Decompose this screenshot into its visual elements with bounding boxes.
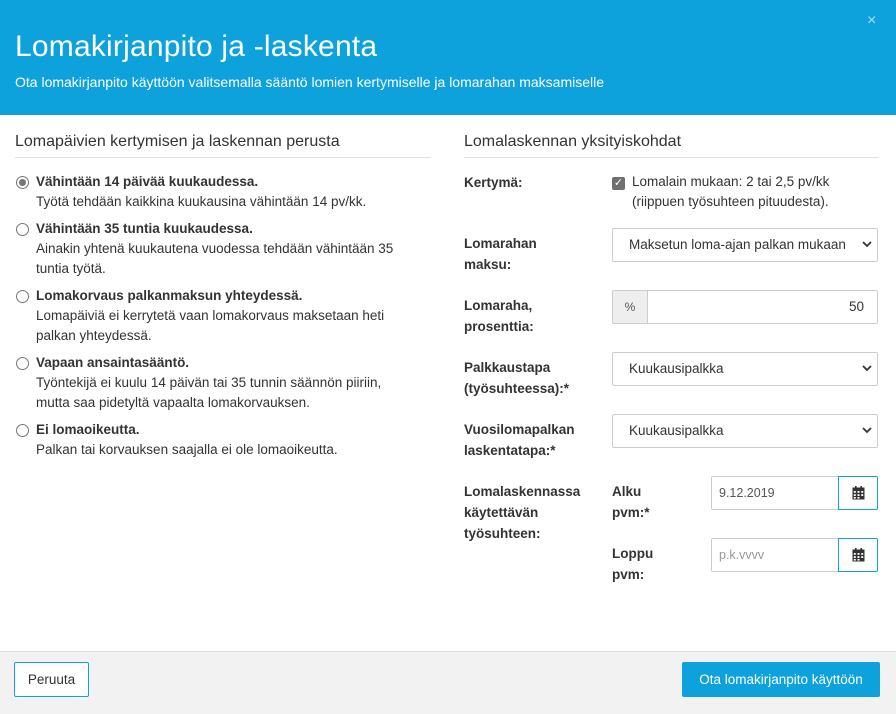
option-title: Ei lomaoikeutta. — [36, 422, 140, 437]
percent-addon: % — [612, 290, 648, 324]
accrual-checkbox[interactable]: ✓ — [613, 177, 624, 189]
accrual-checkbox-text: Lomalain mukaan: 2 tai 2,5 pv/kk (riippuen työsuhteen pituudesta). — [632, 174, 830, 209]
chevron-down-icon — [860, 237, 874, 251]
start-date-input[interactable]: 9.12.2019 — [711, 476, 839, 510]
chevron-down-icon — [860, 361, 874, 375]
chevron-down-icon — [860, 423, 874, 437]
pay-method-select[interactable] — [612, 352, 878, 386]
option-desc: Työntekijä ei kuulu 14 päivän tai 35 tunnin säännön piiriin, mutta saa pidetyltä vapaalta lomakorvauksen. — [36, 375, 382, 410]
option-35-hours[interactable] — [15, 219, 415, 279]
radio-compensation-with-pay[interactable] — [16, 290, 29, 303]
option-title: Vähintään 35 tuntia kuukaudessa. — [36, 221, 253, 236]
option-desc: Työtä tehdään kaikkina kuukausina vähintään 14 pv/kk. — [36, 194, 367, 209]
calc-method-value: Kuukausipalkka — [629, 423, 724, 438]
end-date-input[interactable]: p.k.vvvv — [711, 538, 839, 572]
end-date-calendar-button[interactable] — [838, 538, 878, 572]
dialog-subtitle: Ota lomakirjanpito käyttöön valitsemalla sääntö lomien kertymiselle ja lomarahan maksamiselle — [15, 74, 605, 90]
option-title: Vähintään 14 päivää kuukaudessa. — [36, 174, 259, 189]
cancel-button[interactable]: Peruuta — [14, 662, 89, 697]
option-title: Lomakorvaus palkanmaksun yhteydessä. — [36, 288, 303, 303]
start-date-label: Alku pvm:* — [612, 484, 650, 520]
calendar-icon — [852, 548, 865, 562]
dialog-header — [0, 0, 896, 115]
dialog-footer — [0, 651, 896, 714]
holiday-pay-value: Maksetun loma-ajan palkan mukaan — [629, 237, 846, 252]
option-compensation-with-pay[interactable] — [15, 286, 415, 346]
pay-method-label: Palkkaustapa (työsuhteessa):* — [464, 360, 570, 396]
option-no-holiday-right[interactable] — [15, 420, 415, 460]
holiday-pay-percent-group — [612, 290, 878, 324]
radio-35-hours[interactable] — [16, 223, 29, 236]
accrual-basis-title: Lomapäivien kertymisen ja laskennan perusta — [15, 133, 431, 158]
calculation-details-title: Lomalaskennan yksityiskohdat — [464, 133, 879, 158]
radio-free-earning-rule[interactable] — [16, 357, 29, 370]
start-date-calendar-button[interactable] — [838, 476, 878, 510]
calc-method-select[interactable] — [612, 414, 878, 448]
calc-method-label: Vuosilomapalkan laskentatapa:* — [464, 422, 575, 458]
end-date-label: Loppu pvm: — [612, 546, 654, 582]
option-desc: Palkan tai korvauksen saajalla ei ole lomaoikeutta. — [36, 442, 338, 457]
holiday-pay-select[interactable] — [612, 228, 878, 262]
holiday-pay-percent-label: Lomaraha, prosenttia: — [464, 298, 534, 334]
employment-period-label: Lomalaskennassa käytettävän työsuhteen: — [464, 484, 581, 541]
calendar-icon — [852, 486, 865, 500]
option-title: Vapaan ansaintasääntö. — [36, 355, 190, 370]
option-desc: Lomapäiviä ei kerrytetä vaan lomakorvaus maksetaan heti palkan yhteydessä. — [36, 308, 385, 343]
enable-bookkeeping-button[interactable]: Ota lomakirjanpito käyttöön — [682, 662, 880, 697]
pay-method-value: Kuukausipalkka — [629, 361, 724, 376]
option-desc: Ainakin yhtenä kuukautena vuodessa tehdään vähintään 35 tuntia työtä. — [36, 241, 394, 276]
holiday-pay-label: Lomarahan maksu: — [464, 236, 537, 272]
radio-14-days[interactable] — [16, 176, 29, 189]
holiday-pay-percent-input[interactable]: 50 — [647, 290, 878, 324]
close-icon[interactable]: × — [867, 12, 877, 29]
option-14-days[interactable] — [15, 172, 415, 212]
option-free-earning-rule[interactable] — [15, 353, 415, 413]
radio-no-holiday-right[interactable] — [16, 424, 29, 437]
accrual-label: Kertymä: — [464, 175, 523, 190]
dialog-title: Lomakirjanpito ja -laskenta — [15, 30, 378, 63]
